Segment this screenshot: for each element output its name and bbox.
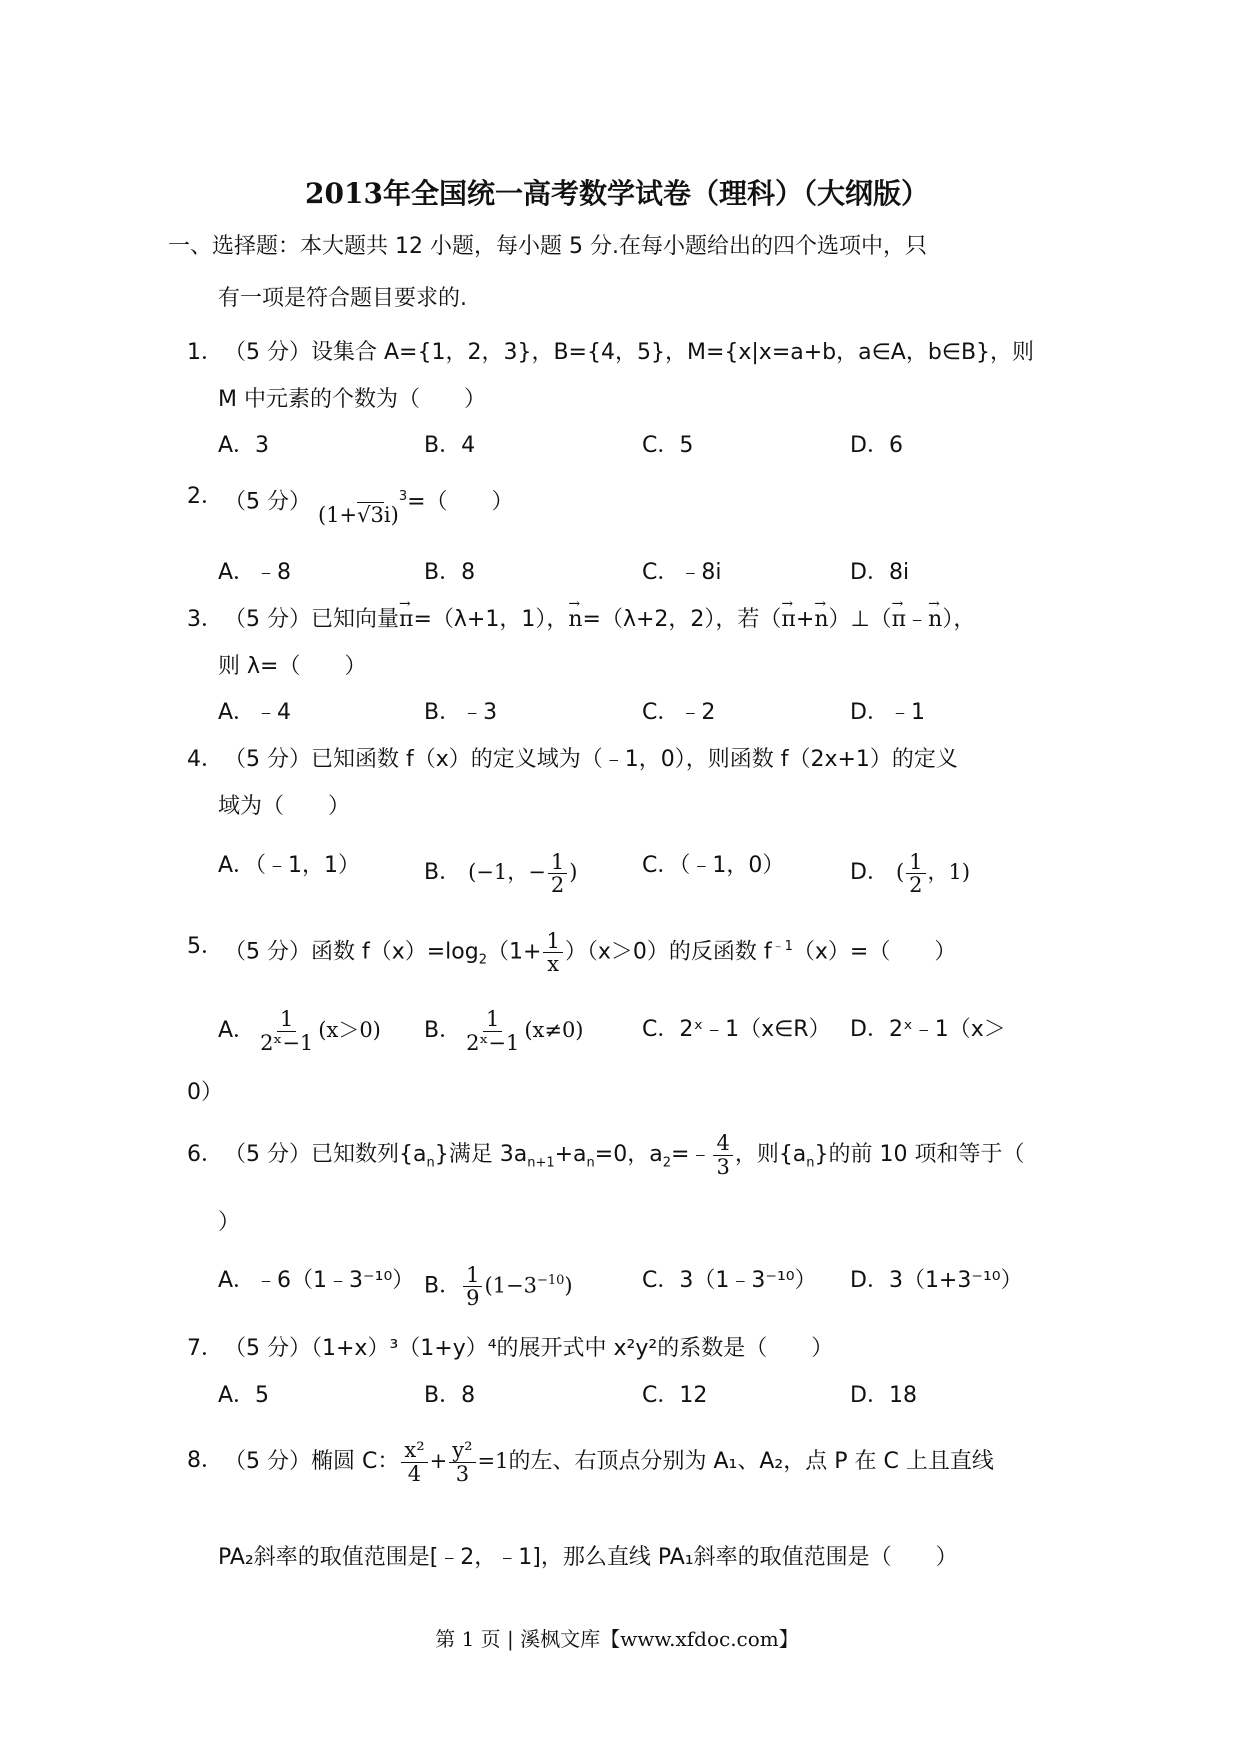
perpendicular: ）⊥（ bbox=[828, 607, 892, 632]
vector-n: → n bbox=[814, 605, 828, 635]
question-number: 7． bbox=[187, 1336, 223, 1361]
option-c: C．﹣8i bbox=[642, 560, 722, 585]
minus-sign: ﹣ bbox=[906, 607, 929, 632]
log-base: 2 bbox=[478, 952, 488, 968]
question-8-text-cont: PA₂斜率的取值范围是[﹣2，﹣1]，那么直线 PA₁斜率的取值范围是（ ） bbox=[218, 1545, 958, 1570]
option-a: A．﹣4 bbox=[218, 700, 292, 725]
vector-m: → π bbox=[892, 605, 906, 635]
question-7-text: （5 分）（1+x）³（1+y）⁴的展开式中 x²y²的系数是（ ） bbox=[224, 1336, 834, 1361]
q6-seg: }满足 3a bbox=[434, 1142, 528, 1167]
q6-seg: =0，a bbox=[594, 1142, 663, 1167]
question-6-wrap: ） bbox=[218, 1210, 241, 1235]
fraction bbox=[449, 1439, 475, 1484]
option-a bbox=[218, 1000, 381, 1061]
question-number: 6． bbox=[187, 1142, 223, 1167]
vector-n-value: =（λ+2，2），若（ bbox=[582, 607, 782, 632]
numerator: x² bbox=[401, 1439, 427, 1462]
complex-expression bbox=[318, 503, 399, 527]
q6-seg: }的前 10 项和等于（ bbox=[814, 1142, 1025, 1167]
question-5-lead: （5 分）函数 f（x）=log bbox=[224, 939, 479, 965]
question-2-text bbox=[224, 482, 514, 528]
option-d-label: D． bbox=[850, 860, 889, 886]
question-3-text-cont: 则 λ=（ ） bbox=[218, 654, 367, 679]
page-title: 2013年全国统一高考数学试卷（理科）（大纲版） bbox=[305, 177, 929, 210]
question-4-text-cont: 域为（ ） bbox=[218, 794, 351, 819]
option-b: B．8 bbox=[424, 1383, 476, 1408]
option-b: B．4 bbox=[424, 433, 476, 458]
option-d-interval bbox=[895, 850, 971, 898]
question-number: 8． bbox=[187, 1448, 223, 1473]
subscript: n bbox=[586, 1155, 595, 1171]
option-b: B．﹣3 bbox=[424, 700, 498, 725]
question-2-tail: =（ ） bbox=[407, 489, 514, 515]
interval-close: ) bbox=[569, 860, 578, 885]
option-c: C．3（1﹣3⁻¹⁰） bbox=[642, 1268, 817, 1293]
q6-seg: =﹣ bbox=[671, 1142, 712, 1167]
fraction bbox=[401, 1439, 427, 1484]
denominator: 9 bbox=[466, 1285, 480, 1310]
option-b bbox=[424, 1000, 584, 1061]
question-4-text: （5 分）已知函数 f（x）的定义域为（﹣1，0），则函数 f（2x+1）的定义 bbox=[224, 747, 958, 772]
expr-open: (1+ bbox=[318, 503, 358, 528]
expr-close: i) bbox=[383, 503, 399, 528]
option-a: A．﹣6（1﹣3⁻¹⁰） bbox=[218, 1268, 415, 1293]
numerator: 1 bbox=[543, 930, 562, 953]
section-heading: 一、选择题：本大题共 12 小题，每小题 5 分.在每小题给出的四个选项中，只 bbox=[168, 234, 927, 259]
question-8-lead: （5 分）椭圆 C： bbox=[224, 1449, 400, 1474]
option-c: C．2ˣ﹣1（x∈R） bbox=[642, 1017, 831, 1042]
score-label: （5 分） bbox=[224, 489, 311, 515]
option-a: A．5 bbox=[218, 1383, 270, 1408]
subscript: 2 bbox=[662, 1155, 671, 1171]
q6-seg: ，则{a bbox=[734, 1142, 807, 1167]
option-d: D．6 bbox=[850, 433, 903, 458]
fraction bbox=[543, 930, 562, 975]
question-1-text: （5 分）设集合 A={1，2，3}，B={4，5}，M={x|x=a+b，a∈A，b∈B}，则 bbox=[224, 340, 1035, 365]
option-d-wrap: 0） bbox=[187, 1080, 223, 1105]
option-d: D．﹣1 bbox=[850, 700, 925, 725]
expression: (1−3 bbox=[484, 1273, 537, 1298]
option-a: A．﹣8 bbox=[218, 560, 292, 585]
expression-close: ) bbox=[564, 1273, 573, 1298]
denominator: 2ˣ−1 bbox=[260, 1030, 314, 1055]
option-c: C．（﹣1，0） bbox=[642, 853, 785, 878]
fraction bbox=[548, 851, 567, 896]
fraction bbox=[463, 1008, 522, 1053]
option-b: B．8 bbox=[424, 560, 476, 585]
subscript: n+1 bbox=[527, 1155, 555, 1171]
interval-open: ( bbox=[895, 860, 905, 885]
vector-m: → π bbox=[399, 605, 413, 635]
option-b-label: B． bbox=[424, 1273, 462, 1299]
subscript: n bbox=[426, 1155, 435, 1171]
interval-open: (−1，− bbox=[468, 860, 546, 885]
denominator: 2 bbox=[909, 873, 923, 898]
question-5-mid: （1+ bbox=[487, 939, 542, 965]
fraction bbox=[713, 1132, 732, 1177]
question-number: 1． bbox=[187, 340, 223, 365]
option-c: C．5 bbox=[642, 433, 694, 458]
plus-sign: + bbox=[795, 607, 815, 632]
question-6-text bbox=[224, 1128, 1025, 1190]
numerator: 4 bbox=[713, 1132, 732, 1155]
option-b-interval bbox=[468, 850, 578, 898]
page-footer: 第 1 页 | 溪枫文库【www.xfdoc.com】 bbox=[435, 1627, 799, 1651]
option-d: D．3（1+3⁻¹⁰） bbox=[850, 1268, 1023, 1293]
option-c: C．12 bbox=[642, 1383, 708, 1408]
question-3-text bbox=[224, 605, 975, 635]
option-a: A．（﹣1，1） bbox=[218, 853, 361, 878]
option-b-label: B． bbox=[424, 1018, 462, 1043]
question-8-text bbox=[224, 1430, 994, 1493]
question-1-text-cont: M 中元素的个数为（ ） bbox=[218, 387, 486, 412]
condition: (x＞0) bbox=[318, 1018, 381, 1042]
option-d: D．18 bbox=[850, 1383, 917, 1408]
option-b bbox=[424, 851, 577, 896]
question-5-end: （x）=（ ） bbox=[792, 939, 957, 965]
vector-m: → π bbox=[781, 605, 795, 635]
question-3-end: ）， bbox=[942, 607, 976, 632]
denominator: 3 bbox=[455, 1461, 470, 1486]
inverse-exponent: ﹣1 bbox=[771, 939, 793, 954]
denominator: x bbox=[547, 951, 560, 976]
denominator: 4 bbox=[407, 1461, 422, 1486]
subscript: n bbox=[806, 1155, 815, 1171]
section-heading-cont: 有一项是符合题目要求的. bbox=[218, 286, 467, 311]
exponent: 3 bbox=[398, 489, 408, 504]
q6-seg: （5 分）已知数列{a bbox=[224, 1142, 427, 1167]
question-3-lead: （5 分）已知向量 bbox=[224, 607, 399, 632]
question-5-tail: ）（x＞0）的反函数 f bbox=[564, 939, 772, 965]
fraction bbox=[257, 1008, 316, 1053]
question-5-text bbox=[224, 920, 956, 988]
numerator: 1 bbox=[906, 851, 925, 874]
condition: (x≠0) bbox=[524, 1018, 584, 1042]
question-number: 3． bbox=[187, 607, 223, 632]
equals-one: =1 bbox=[477, 1449, 509, 1473]
radicand: 3 bbox=[370, 503, 384, 528]
question-number: 4． bbox=[187, 747, 223, 772]
vector-n: → n bbox=[568, 605, 582, 635]
option-d: D．2ˣ﹣1（x＞ bbox=[850, 1017, 1006, 1042]
denominator: 2 bbox=[550, 873, 565, 898]
question-8-tail: 的左、右顶点分别为 A₁、A₂，点 P 在 C 上且直线 bbox=[508, 1449, 994, 1474]
numerator: y² bbox=[449, 1439, 475, 1462]
question-number: 5． bbox=[187, 934, 223, 959]
plus-sign: + bbox=[429, 1449, 448, 1473]
numerator: 1 bbox=[548, 851, 567, 874]
numerator: 1 bbox=[277, 1008, 296, 1031]
interval-close: ，1) bbox=[927, 860, 971, 885]
fraction bbox=[463, 1264, 482, 1309]
option-b bbox=[424, 1252, 573, 1315]
option-a-label: A． bbox=[218, 1018, 256, 1043]
option-d: D．8i bbox=[850, 560, 910, 585]
option-c: C．﹣2 bbox=[642, 700, 716, 725]
vector-n: → n bbox=[928, 605, 942, 635]
numerator: 1 bbox=[483, 1008, 502, 1031]
option-a: A．3 bbox=[218, 433, 270, 458]
denominator: 3 bbox=[716, 1154, 730, 1179]
q6-seg: +a bbox=[554, 1142, 587, 1167]
denominator: 2ˣ−1 bbox=[466, 1030, 520, 1055]
fraction bbox=[906, 851, 925, 896]
option-d bbox=[850, 851, 970, 896]
option-b-label: B． bbox=[424, 860, 462, 886]
numerator: 1 bbox=[463, 1264, 482, 1287]
sqrt-radicand: √3 bbox=[357, 503, 384, 528]
exponent: −10 bbox=[536, 1273, 565, 1288]
vector-m-value: =（λ+1，1）， bbox=[413, 607, 569, 632]
question-number: 2． bbox=[187, 484, 223, 509]
